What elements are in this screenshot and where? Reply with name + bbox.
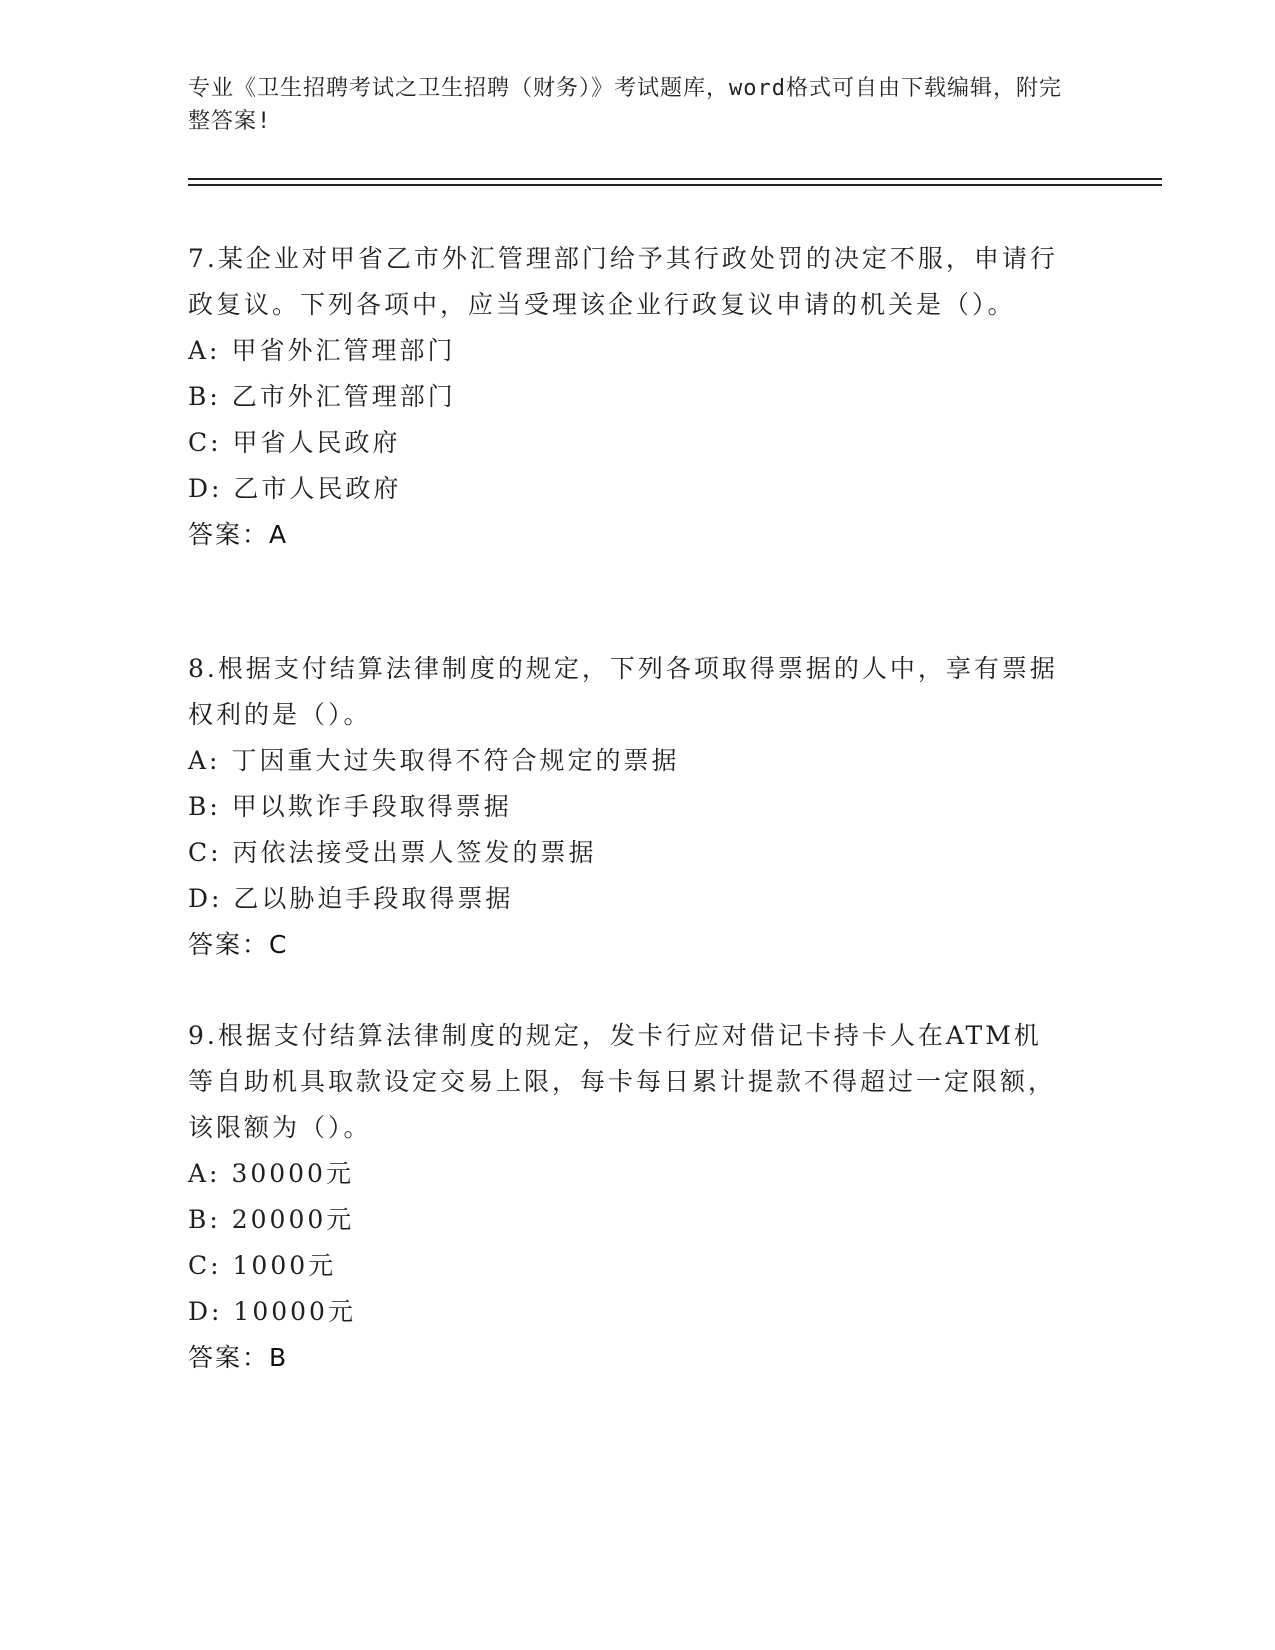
- option-text: 甲以欺诈手段取得票据: [231, 792, 512, 821]
- header-divider-bottom: [188, 184, 1162, 186]
- option-text: 30000元: [231, 1159, 354, 1188]
- option-label: A:: [188, 336, 221, 365]
- option-a: [188, 328, 1068, 374]
- option-b: [188, 784, 1068, 830]
- option-text: 乙市人民政府: [233, 474, 402, 503]
- option-d: [188, 876, 1068, 922]
- option-label: D:: [188, 1297, 223, 1326]
- option-label: A:: [188, 1159, 221, 1188]
- answer: 答案：C: [188, 930, 289, 959]
- option-label: D:: [188, 884, 223, 913]
- option-label: C:: [188, 838, 222, 867]
- option-label: C:: [188, 1251, 222, 1280]
- option-d: [188, 466, 1068, 512]
- option-label: C:: [188, 428, 222, 457]
- option-text: 丁因重大过失取得不符合规定的票据: [231, 746, 680, 775]
- option-d: [188, 1289, 1068, 1335]
- question-9: [188, 1013, 1068, 1381]
- option-label: D:: [188, 474, 223, 503]
- question-7: [188, 236, 1068, 558]
- answer: 答案：A: [188, 520, 289, 549]
- question-stem: 8.根据支付结算法律制度的规定，下列各项取得票据的人中，享有票据权利的是（）。: [188, 654, 1058, 729]
- option-text: 甲省人民政府: [232, 428, 401, 457]
- option-text: 10000元: [233, 1297, 356, 1326]
- option-text: 甲省外汇管理部门: [231, 336, 456, 365]
- option-b: [188, 1197, 1068, 1243]
- question-stem: 7.某企业对甲省乙市外汇管理部门给予其行政处罚的决定不服，申请行政复议。下列各项中，应当受理该企业行政复议申请的机关是（）。: [188, 244, 1058, 319]
- option-b: [188, 374, 1068, 420]
- option-c: [188, 420, 1068, 466]
- option-text: 丙依法接受出票人签发的票据: [232, 838, 597, 867]
- option-label: A:: [188, 746, 221, 775]
- option-label: B:: [188, 792, 221, 821]
- option-a: [188, 738, 1068, 784]
- option-c: [188, 830, 1068, 876]
- option-a: [188, 1151, 1068, 1197]
- option-text: 1000元: [232, 1251, 337, 1280]
- document-header: 专业《卫生招聘考试之卫生招聘（财务）》考试题库，word格式可自由下载编辑，附完整答案!: [188, 76, 1062, 134]
- header-divider-top: [188, 178, 1162, 180]
- answer: 答案：B: [188, 1343, 289, 1372]
- question-8: [188, 646, 1068, 968]
- option-label: B:: [188, 382, 221, 411]
- option-label: B:: [188, 1205, 221, 1234]
- option-text: 20000元: [231, 1205, 355, 1234]
- question-stem: 9.根据支付结算法律制度的规定，发卡行应对借记卡持卡人在ATM机等自助机具取款设定交易上限，每卡每日累计提款不得超过一定限额，该限额为（）。: [188, 1021, 1057, 1142]
- option-text: 乙以胁迫手段取得票据: [233, 884, 514, 913]
- option-c: [188, 1243, 1068, 1289]
- option-text: 乙市外汇管理部门: [231, 382, 456, 411]
